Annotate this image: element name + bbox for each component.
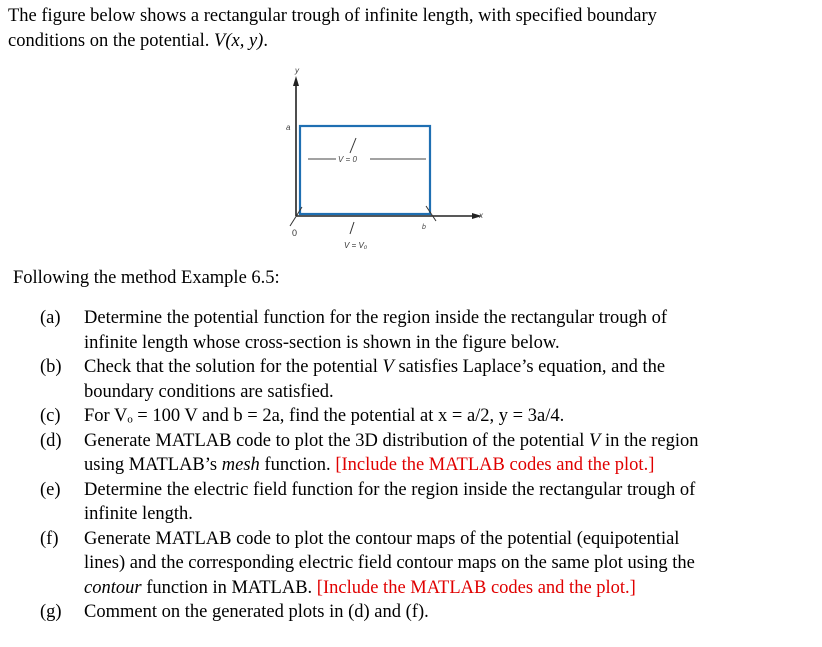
- bottom-bc-label: V = V₀: [344, 241, 368, 250]
- intro-line-1: The figure below shows a rectangular trough of infinite length, with specified boundary: [8, 6, 657, 26]
- include-note: [Include the MATLAB codes and the plot.]: [335, 455, 655, 475]
- question-parts: [40, 306, 810, 625]
- b-label: b: [422, 224, 426, 231]
- part-label: (g): [40, 602, 62, 622]
- top-bc-pointer: [350, 138, 356, 153]
- potential-symbol: V(x, y): [214, 31, 264, 51]
- part-f: (f) Generate MATLAB code to plot the contour maps of the potential (equipotential lines) and the corresponding electric field contour maps on the same plot using the contour function in MATLAB. [Include the MATLAB codes and the plot.]: [40, 527, 810, 601]
- part-label: (e): [40, 479, 61, 500]
- y-axis-arrow: [293, 76, 299, 86]
- part-label: (b): [40, 357, 62, 377]
- trough-figure: [268, 66, 504, 256]
- intro-paragraph: [8, 4, 808, 54]
- part-label: (f): [40, 528, 59, 549]
- top-bc-label: V = 0: [338, 155, 357, 164]
- part-label: (a): [40, 308, 61, 328]
- bottom-bc-pointer: [350, 222, 354, 234]
- intro-line-2: conditions on the potential. V(x, y).: [8, 31, 268, 51]
- x-axis-label: x: [479, 211, 483, 220]
- part-label: (c): [40, 406, 61, 426]
- method-lead: Following the method Example 6.5:: [13, 268, 280, 288]
- part-b: (b) Check that the solution for the potential V satisfies Laplace’s equation, and the boundary conditions are satisfied.: [40, 355, 810, 404]
- include-note: [Include the MATLAB codes and the plot.]: [316, 577, 636, 598]
- y-axis-label: y: [295, 66, 299, 75]
- part-a: (a) Determine the potential function for the region inside the rectangular trough of infinite length whose cross-section is shown in the figure below.: [40, 306, 810, 355]
- part-label: (d): [40, 430, 62, 451]
- origin-label: 0: [292, 228, 298, 238]
- part-c: (c) For Vₒ = 100 V and b = 2a, find the potential at x = a/2, y = 3a/4.: [40, 404, 810, 429]
- part-g: (g) Comment on the generated plots in (d) and (f).: [40, 600, 810, 625]
- part-e: (e) Determine the electric field function for the region inside the rectangular trough of infinite length.: [40, 478, 810, 527]
- a-label: a: [286, 123, 291, 132]
- part-d: (d) Generate MATLAB code to plot the 3D distribution of the potential V in the region using MATLAB’s mesh function. [Include the MATLAB codes and the plot.]: [40, 429, 810, 478]
- trough-boundary: [300, 126, 430, 214]
